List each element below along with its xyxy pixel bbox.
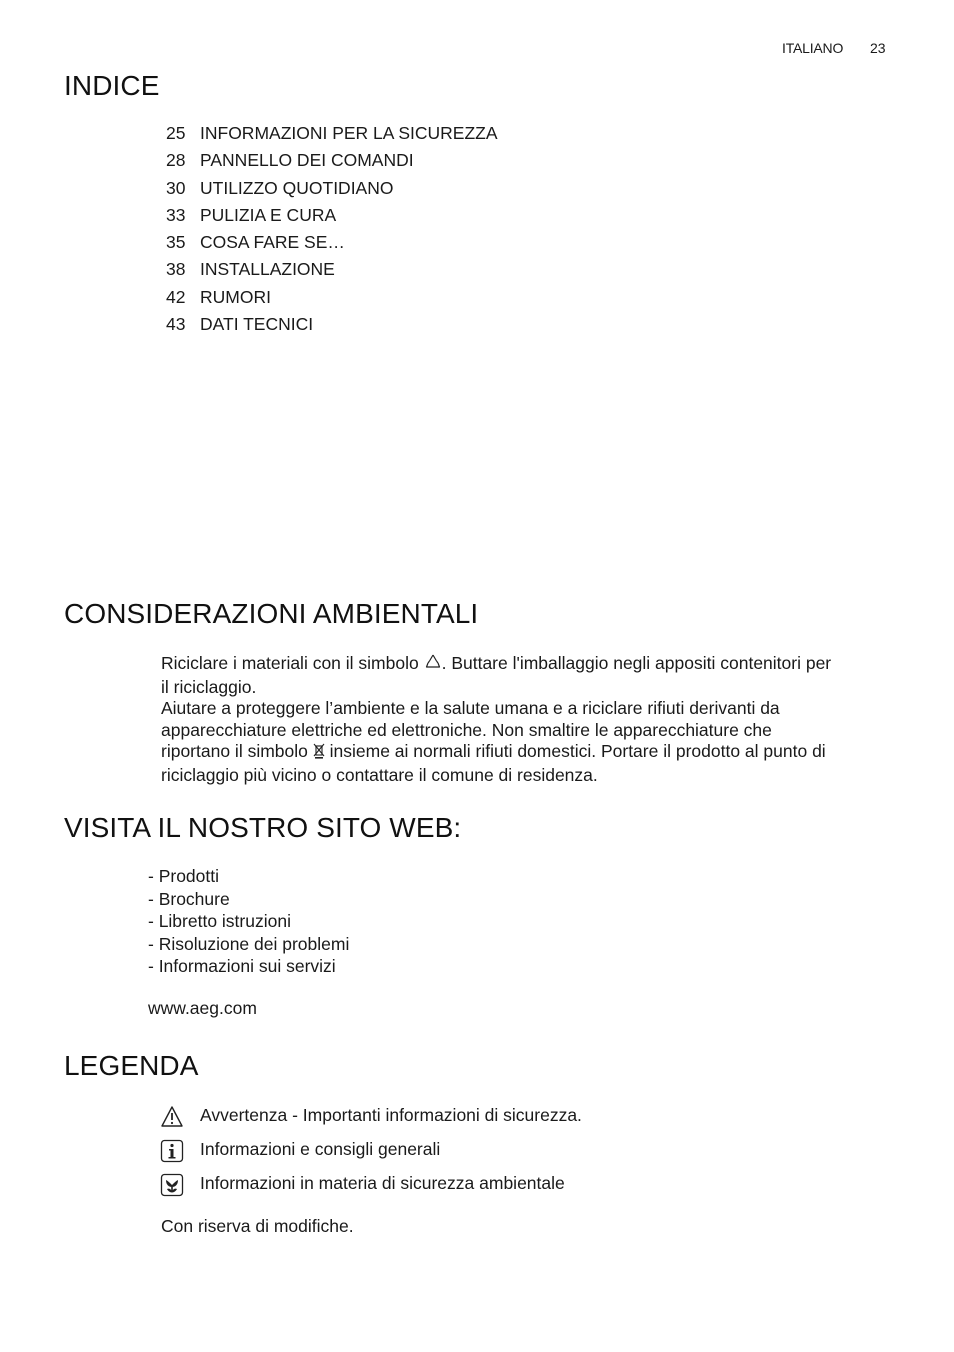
index-title: INDICE	[64, 70, 160, 101]
index-item-page: 25	[166, 123, 186, 143]
environment-paragraph	[161, 653, 901, 786]
index-item-label: INFORMAZIONI PER LA SICUREZZA	[200, 123, 498, 143]
index-item-page: 28	[166, 150, 186, 170]
index-item-page: 33	[166, 205, 186, 225]
environment-line: Aiutare a proteggere l’ambiente e la salute umana e a riciclare rifiuti derivanti da	[161, 698, 780, 718]
environment-line: insieme ai normali rifiuti domestici. Portare il prodotto al punto di	[329, 741, 826, 761]
website-link[interactable]: www.aeg.com	[148, 998, 257, 1018]
environment-line: . Buttare l'imballaggio negli appositi contenitori per	[441, 653, 832, 673]
index-item-label: RUMORI	[200, 287, 271, 307]
disclaimer-text: Con riserva di modifiche.	[161, 1216, 354, 1236]
website-list	[148, 865, 349, 978]
info-icon	[160, 1138, 184, 1164]
recycle-icon	[424, 653, 442, 677]
language-label: ITALIANO	[782, 40, 844, 56]
index-item-label: UTILIZZO QUOTIDIANO	[200, 178, 394, 198]
index-item-page: 43	[166, 314, 186, 334]
environment-title: CONSIDERAZIONI AMBIENTALI	[64, 598, 479, 629]
website-list-item: - Informazioni sui servizi	[148, 956, 336, 976]
legend-item-label: Avvertenza - Importanti informazioni di sicurezza.	[200, 1105, 582, 1125]
page-number: 23	[870, 40, 886, 56]
index-item-label: PANNELLO DEI COMANDI	[200, 150, 414, 170]
environment-line: apparecchiature elettriche ed elettroniche. Non smaltire le apparecchiature che	[161, 719, 772, 740]
warning-icon	[160, 1104, 184, 1130]
website-list-item: - Libretto istruzioni	[148, 911, 291, 931]
website-list-item: - Brochure	[148, 888, 230, 909]
website-list-item: - Risoluzione dei problemi	[148, 933, 350, 954]
index-item-label: INSTALLAZIONE	[200, 259, 335, 279]
index-item-label: COSA FARE SE…	[200, 232, 345, 252]
index-item-page: 38	[166, 259, 186, 279]
index-item-page: 42	[166, 287, 186, 307]
environment-line: riportano il simbolo	[161, 741, 308, 761]
environment-line: riciclaggio più vicino o contattare il comune di residenza.	[161, 764, 598, 785]
website-title: VISITA IL NOSTRO SITO WEB:	[64, 812, 462, 843]
eco-icon	[160, 1172, 184, 1198]
environment-line: il riciclaggio.	[161, 676, 257, 697]
index-item-page: 30	[166, 178, 186, 198]
environment-line: Riciclare i materiali con il simbolo	[161, 653, 419, 673]
index-item-label: DATI TECNICI	[200, 314, 314, 334]
legend-item-label: Informazioni e consigli generali	[200, 1139, 441, 1159]
legend-title: LEGENDA	[64, 1050, 199, 1081]
legend-item-label: Informazioni in materia di sicurezza ambientale	[200, 1173, 565, 1193]
website-list-item: - Prodotti	[148, 866, 219, 886]
index-item-label: PULIZIA E CURA	[200, 205, 337, 225]
crossed-bin-icon	[313, 743, 325, 765]
index-item-page: 35	[166, 232, 186, 252]
